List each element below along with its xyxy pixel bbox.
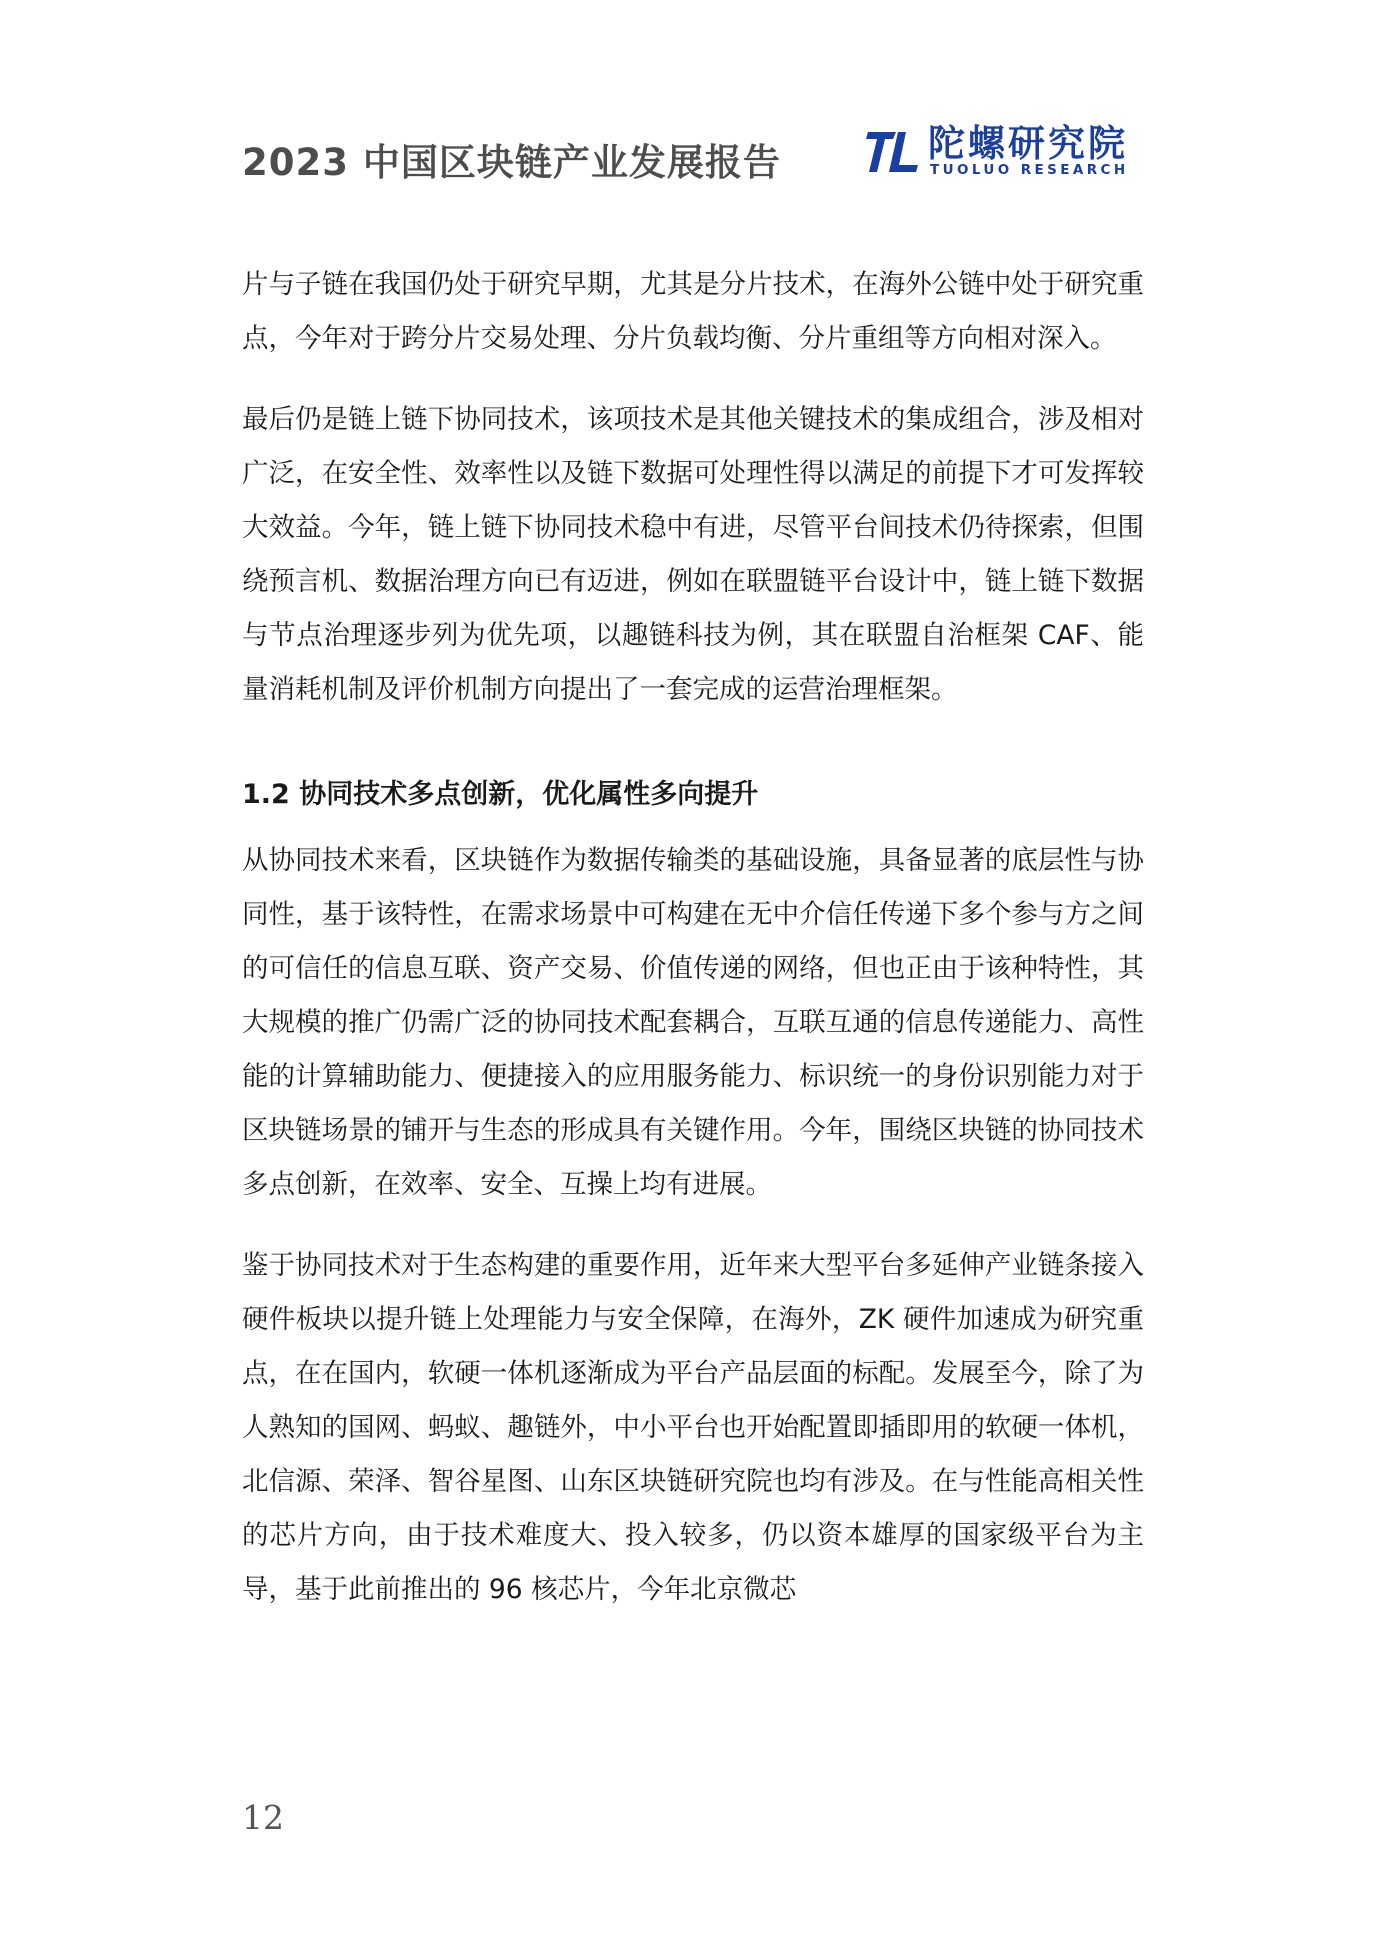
paragraph: 最后仍是链上链下协同技术，该项技术是其他关键技术的集成组合，涉及相对广泛，在安全性、效率性以及链下数据可处理性得以满足的前提下才可发挥较大效益。今年，链上链下协同技术稳中有进，尽管平台间技术仍待探索，但围绕预言机、数据治理方向已有迈进，例如在联盟链平台设计中，链上链下数据与节点治理逐步列为优先项，以趣链科技为例，其在联盟自治框架 CAF、能量消耗机制及评价机制方向提出了一套完成的运营治理框架。 xyxy=(242,404,1144,705)
tuoluo-research-logo xyxy=(866,122,1129,178)
logo-chinese-text: 陀螺研究院 xyxy=(928,122,1128,165)
logo-english-text: TUOLUO RESEARCH xyxy=(930,162,1129,178)
paragraph: 从协同技术来看，区块链作为数据传输类的基础设施，具备显著的底层性与协同性，基于该特性，在需求场景中可构建在无中介信任传递下多个参与方之间的可信任的信息互联、资产交易、价值传递的网络，但也正由于该种特性，其大规模的推广仍需广泛的协同技术配套耦合，互联互通的信息传递能力、高性能的计算辅助能力、便捷接入的应用服务能力、标识统一的身份识别能力对于区块链场景的铺开与生态的形成具有关键作用。今年，围绕区块链的协同技术多点创新，在效率、安全、互操上均有进展。 xyxy=(242,845,1144,1200)
page-number: 12 xyxy=(242,1798,284,1837)
section-heading: 1.2 协同技术多点创新，优化属性多向提升 xyxy=(242,779,759,810)
report-title: 2023 中国区块链产业发展报告 xyxy=(242,141,781,184)
tl-logo-icon xyxy=(866,128,922,176)
main-content xyxy=(242,258,1144,1644)
paragraph: 片与子链在我国仍处于研究早期，尤其是分片技术，在海外公链中处于研究重点，今年对于跨分片交易处理、分片负载均衡、分片重组等方向相对深入。 xyxy=(242,269,1144,354)
paragraph: 鉴于协同技术对于生态构建的重要作用，近年来大型平台多延伸产业链条接入硬件板块以提升链上处理能力与安全保障，在海外，ZK 硬件加速成为研究重点，在在国内，软硬一体机逐渐成为平台产品层面的标配。发展至今，除了为人熟知的国网、蚂蚁、趣链外，中小平台也开始配置即插即用的软硬一体机，北信源、荣泽、智谷星图、山东区块链研究院也均有涉及。在与性能高相关性的芯片方向，由于技术难度大、投入较多，仍以资本雄厚的国家级平台为主导，基于此前推出的 96 核芯片，今年北京微芯 xyxy=(242,1250,1144,1605)
